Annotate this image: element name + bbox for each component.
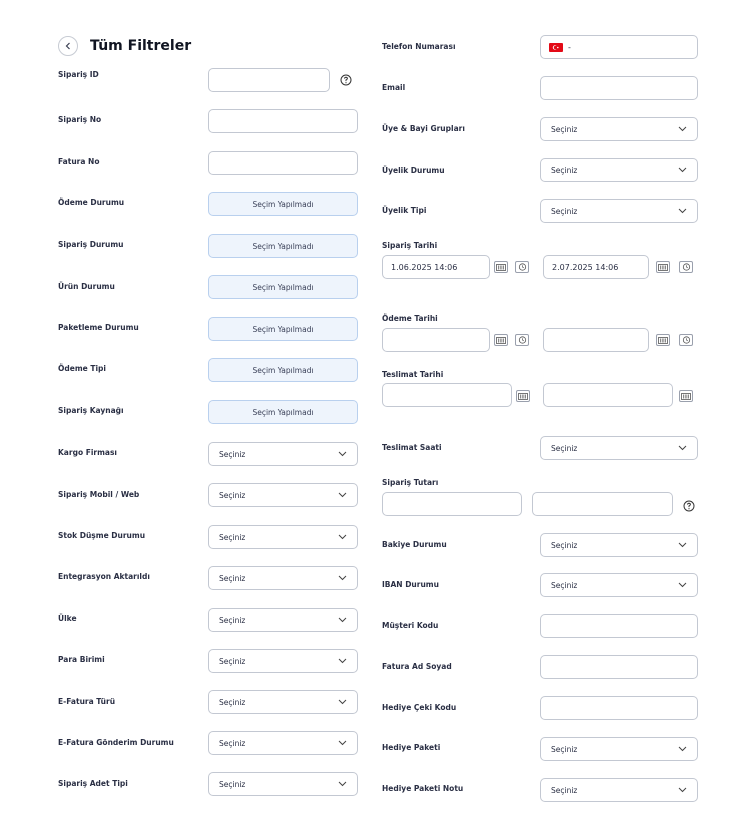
urun-durumu-picker[interactable]: Seçim Yapılmadı <box>208 275 358 299</box>
siparis-id-input[interactable] <box>208 68 330 92</box>
uyelik-durumu-select[interactable]: Seçiniz <box>540 158 698 182</box>
chevron-down-icon <box>337 532 347 542</box>
chevron-down-icon <box>337 615 347 625</box>
uyelik-tipi-select[interactable]: Seçiniz <box>540 199 698 223</box>
calendar-icon[interactable] <box>656 261 670 273</box>
label-entegrasyon-aktarildi: Entegrasyon Aktarıldı <box>58 572 150 581</box>
chevron-down-icon <box>677 540 687 550</box>
back-button[interactable] <box>58 36 78 56</box>
telefon-numarasi-input[interactable] <box>540 35 698 59</box>
label-uyelik-tipi: Üyelik Tipi <box>382 206 427 215</box>
label-ulke: Ülke <box>58 614 77 623</box>
label-siparis-durumu: Sipariş Durumu <box>58 240 124 249</box>
label-kargo-firmasi: Kargo Firması <box>58 448 118 457</box>
label-siparis-no: Sipariş No <box>58 115 102 124</box>
label-bakiye-durumu: Bakiye Durumu <box>382 540 447 549</box>
kargo-firmasi-select[interactable]: Seçiniz <box>208 442 358 466</box>
label-efatura-gonderim-durumu: E-Fatura Gönderim Durumu <box>58 738 174 747</box>
siparis-durumu-picker[interactable]: Seçim Yapılmadı <box>208 234 358 258</box>
calendar-icon[interactable] <box>679 390 693 402</box>
odeme-tipi-picker[interactable]: Seçim Yapılmadı <box>208 358 358 382</box>
label-siparis-kaynagi: Sipariş Kaynağı <box>58 406 124 415</box>
efatura-gonderim-durumu-select[interactable]: Seçiniz <box>208 731 358 755</box>
label-siparis-mobil-web: Sipariş Mobil / Web <box>58 490 140 499</box>
help-icon[interactable] <box>683 500 695 512</box>
ulke-select[interactable]: Seçiniz <box>208 608 358 632</box>
siparis-tutari-min-input[interactable] <box>382 492 522 516</box>
siparis-kaynagi-picker[interactable]: Seçim Yapılmadı <box>208 400 358 424</box>
label-musteri-kodu: Müşteri Kodu <box>382 621 439 630</box>
chevron-down-icon <box>677 165 687 175</box>
chevron-down-icon <box>677 785 687 795</box>
page-title: Tüm Filtreler <box>90 38 192 54</box>
clock-icon[interactable] <box>679 261 693 273</box>
label-fatura-ad-soyad: Fatura Ad Soyad <box>382 662 452 671</box>
odeme-tarihi-start-input[interactable] <box>382 328 490 352</box>
fatura-ad-soyad-input[interactable] <box>540 655 698 679</box>
label-stok-dusme-durumu: Stok Düşme Durumu <box>58 531 146 540</box>
siparis-tarihi-end-input[interactable]: 2.07.2025 14:06 <box>543 255 649 279</box>
siparis-mobil-web-select[interactable]: Seçiniz <box>208 483 358 507</box>
chevron-down-icon <box>337 779 347 789</box>
teslimat-tarihi-end-input[interactable] <box>543 383 673 407</box>
chevron-down-icon <box>337 490 347 500</box>
stok-dusme-durumu-select[interactable]: Seçiniz <box>208 525 358 549</box>
calendar-icon[interactable] <box>494 261 508 273</box>
chevron-down-icon <box>337 738 347 748</box>
label-teslimat-saati: Teslimat Saati <box>382 443 442 452</box>
label-hediye-paketi: Hediye Paketi <box>382 743 441 752</box>
teslimat-tarihi-start-input[interactable] <box>382 383 512 407</box>
fatura-no-input[interactable] <box>208 151 358 175</box>
label-siparis-id: Sipariş ID <box>58 70 99 79</box>
siparis-adet-tipi-select[interactable]: Seçiniz <box>208 772 358 796</box>
chevron-left-icon <box>64 42 72 50</box>
label-uyelik-durumu: Üyelik Durumu <box>382 166 445 175</box>
teslimat-saati-select[interactable]: Seçiniz <box>540 436 698 460</box>
chevron-down-icon <box>677 124 687 134</box>
siparis-no-input[interactable] <box>208 109 358 133</box>
calendar-icon[interactable] <box>656 334 670 346</box>
label-siparis-tarihi: Sipariş Tarihi <box>382 241 438 250</box>
calendar-icon[interactable] <box>516 390 530 402</box>
hediye-ceki-kodu-input[interactable] <box>540 696 698 720</box>
iban-durumu-select[interactable]: Seçiniz <box>540 573 698 597</box>
label-siparis-adet-tipi: Sipariş Adet Tipi <box>58 779 128 788</box>
efatura-turu-select[interactable]: Seçiniz <box>208 690 358 714</box>
hediye-paketi-select[interactable]: Seçiniz <box>540 737 698 761</box>
chevron-down-icon <box>677 744 687 754</box>
label-uye-bayi-gruplari: Üye & Bayi Grupları <box>382 124 465 133</box>
label-paketleme-durumu: Paketleme Durumu <box>58 323 139 332</box>
paketleme-durumu-picker[interactable]: Seçim Yapılmadı <box>208 317 358 341</box>
uye-bayi-gruplari-select[interactable]: Seçiniz <box>540 117 698 141</box>
chevron-down-icon <box>337 656 347 666</box>
para-birimi-select[interactable]: Seçiniz <box>208 649 358 673</box>
clock-icon[interactable] <box>515 261 529 273</box>
label-hediye-paketi-notu: Hediye Paketi Notu <box>382 784 464 793</box>
email-input[interactable] <box>540 76 698 100</box>
siparis-tutari-max-input[interactable] <box>532 492 673 516</box>
chevron-down-icon <box>677 443 687 453</box>
label-odeme-durumu: Ödeme Durumu <box>58 198 125 207</box>
label-para-birimi: Para Birimi <box>58 655 105 664</box>
clock-icon[interactable] <box>515 334 529 346</box>
calendar-icon[interactable] <box>494 334 508 346</box>
chevron-down-icon <box>677 206 687 216</box>
label-odeme-tipi: Ödeme Tipi <box>58 364 106 373</box>
label-telefon-numarasi: Telefon Numarası <box>382 42 456 51</box>
label-email: Email <box>382 83 406 92</box>
turkey-flag-icon[interactable] <box>549 43 563 52</box>
siparis-tarihi-start-input[interactable]: 1.06.2025 14:06 <box>382 255 490 279</box>
musteri-kodu-input[interactable] <box>540 614 698 638</box>
odeme-tarihi-end-input[interactable] <box>543 328 649 352</box>
label-teslimat-tarihi: Teslimat Tarihi <box>382 370 444 379</box>
label-fatura-no: Fatura No <box>58 157 100 166</box>
page-header <box>58 35 191 57</box>
chevron-down-icon <box>337 573 347 583</box>
odeme-durumu-picker[interactable]: Seçim Yapılmadı <box>208 192 358 216</box>
chevron-down-icon <box>337 697 347 707</box>
label-efatura-turu: E-Fatura Türü <box>58 697 116 706</box>
label-urun-durumu: Ürün Durumu <box>58 282 115 291</box>
hediye-paketi-notu-select[interactable]: Seçiniz <box>540 778 698 802</box>
phone-prefix: - <box>568 42 571 52</box>
label-siparis-tutari: Sipariş Tutarı <box>382 478 439 487</box>
label-iban-durumu: IBAN Durumu <box>382 580 439 589</box>
label-hediye-ceki-kodu: Hediye Çeki Kodu <box>382 703 457 712</box>
entegrasyon-aktarildi-select[interactable]: Seçiniz <box>208 566 358 590</box>
clock-icon[interactable] <box>679 334 693 346</box>
label-odeme-tarihi: Ödeme Tarihi <box>382 314 438 323</box>
chevron-down-icon <box>677 580 687 590</box>
help-icon[interactable] <box>340 74 352 86</box>
chevron-down-icon <box>337 449 347 459</box>
bakiye-durumu-select[interactable]: Seçiniz <box>540 533 698 557</box>
